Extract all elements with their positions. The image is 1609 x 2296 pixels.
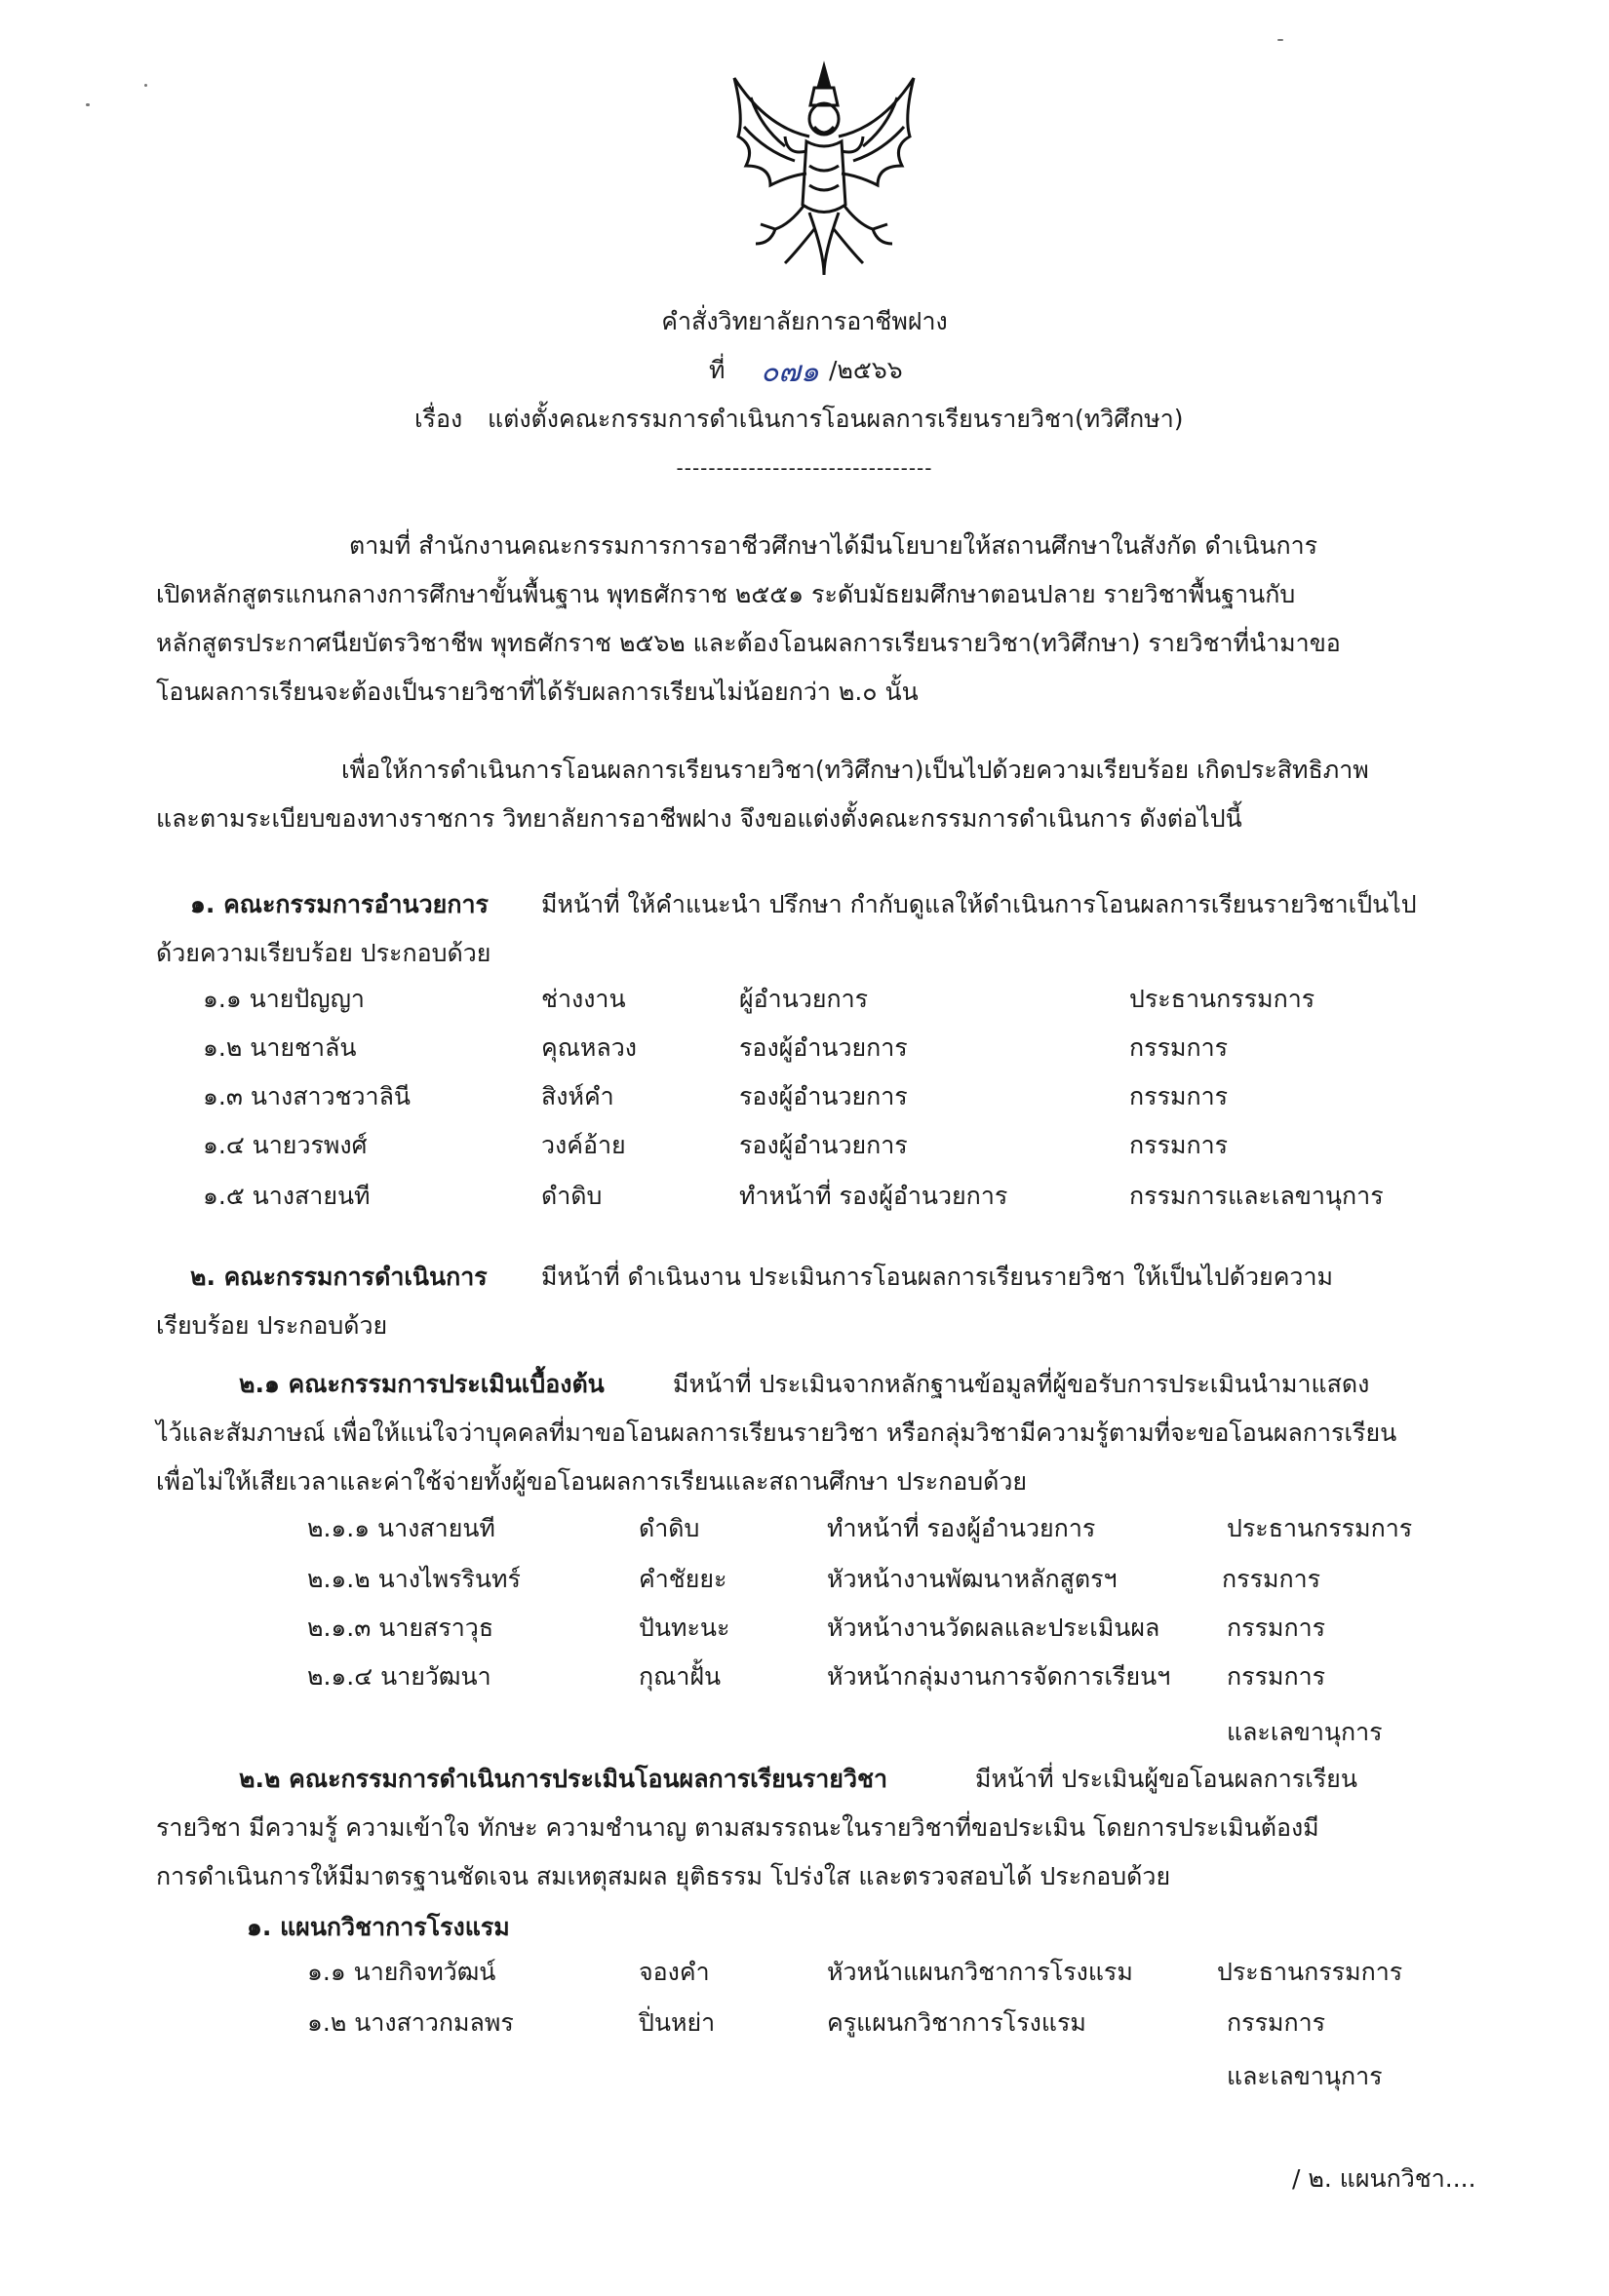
subject-label: เรื่อง bbox=[414, 405, 463, 433]
subject-text: แต่งตั้งคณะกรรมการดำเนินการโอนผลการเรียนรายวิชา(ทวิศึกษา) bbox=[488, 405, 1184, 433]
member-position: หัวหน้ากลุ่มงานการจัดการเรียนฯ bbox=[827, 1662, 1171, 1691]
member-surname: วงค์อ้าย bbox=[541, 1131, 626, 1159]
section22-text-1: มีหน้าที่ ประเมินผู้ขอโอนผลการเรียน bbox=[975, 1765, 1357, 1793]
purpose-line-2: และตามระเบียบของทางราชการ วิทยาลัยการอาชีพฝาง จึงขอแต่งตั้งคณะกรรมการดำเนินการ ดังต่อไปนี้ bbox=[156, 804, 1242, 833]
order-number-handwritten: ๐๗๑ bbox=[761, 355, 819, 389]
member-position: รองผู้อำนวยการ bbox=[739, 1033, 908, 1062]
scan-speck bbox=[1277, 39, 1283, 41]
member-name: ๑.๕ นางสายนที bbox=[203, 1182, 371, 1210]
section1-text-1: มีหน้าที่ ให้คำแนะนำ ปรึกษา กำกับดูแลให้ดำเนินการโอนผลการเรียนรายวิชาเป็นไป bbox=[541, 890, 1417, 918]
intro-line-4: โอนผลการเรียนจะต้องเป็นรายวิชาที่ได้รับผลการเรียนไม่น้อยกว่า ๒.๐ นั้น bbox=[156, 678, 919, 706]
member-role: ประธานกรรมการ bbox=[1129, 985, 1315, 1013]
order-number-year: /๒๕๖๖ bbox=[829, 356, 903, 384]
intro-line-3: หลักสูตรประกาศนียบัตรวิชาชีพ พุทธศักราช ๒๕๖๒ และต้องโอนผลการเรียนรายวิชา(ทวิศึกษา) รายวิชาที่นำมาขอ bbox=[156, 629, 1341, 657]
member-name: ๑.๓ นางสาวชวาลินี bbox=[203, 1082, 411, 1110]
order-number-prefix: ที่ bbox=[709, 356, 726, 384]
member-role: กรรมการ bbox=[1222, 1565, 1321, 1593]
member-role-continued: และเลขานุการ bbox=[1227, 1718, 1383, 1746]
committee-member-row bbox=[0, 1029, 1609, 1077]
member-surname: ดำดิบ bbox=[639, 1514, 700, 1542]
garuda-emblem bbox=[717, 58, 931, 283]
section22-text-2: รายวิชา มีความรู้ ความเข้าใจ ทักษะ ความชำนาญ ตามสมรรถนะในรายวิชาที่ขอประเมิน โดยการประเมินต้องมี bbox=[156, 1813, 1319, 1842]
order-title: คำสั่งวิทยาลัยการอาชีพฝาง bbox=[661, 307, 948, 335]
member-surname: กุณาฝั้น bbox=[639, 1662, 722, 1691]
scan-speck bbox=[86, 103, 90, 106]
member-position: หัวหน้างานพัฒนาหลักสูตรฯ bbox=[827, 1565, 1118, 1593]
intro-line-2: เปิดหลักสูตรแกนกลางการศึกษาขั้นพื้นฐาน พุทธศักราช ๒๕๕๑ ระดับมัธยมศึกษาตอนปลาย รายวิชาพื้นฐานกับ bbox=[156, 580, 1296, 608]
scan-speck bbox=[144, 84, 147, 87]
committee-member-row bbox=[0, 1657, 1609, 1706]
committee-member-row bbox=[0, 1177, 1609, 1226]
section2-heading: ๒. คณะกรรมการดำเนินการ bbox=[190, 1263, 488, 1291]
member-surname: จองคำ bbox=[639, 1958, 710, 1986]
member-name: ๑.๒ นางสาวกมลพร bbox=[307, 2008, 514, 2037]
member-name: ๒.๑.๔ นายวัฒนา bbox=[307, 1662, 491, 1691]
member-name: ๑.๔ นายวรพงศ์ bbox=[203, 1131, 368, 1159]
header-separator: -------------------------------- bbox=[676, 456, 933, 480]
member-surname: คุณหลวง bbox=[541, 1033, 637, 1062]
member-position: ครูแผนกวิชาการโรงแรม bbox=[827, 2008, 1086, 2037]
member-role: กรรมการและเลขานุการ bbox=[1129, 1182, 1384, 1210]
member-surname: ปันทะนะ bbox=[639, 1614, 730, 1642]
committee-member-row bbox=[0, 1077, 1609, 1126]
member-name: ๒.๑.๑ นางสายนที bbox=[307, 1514, 495, 1542]
member-role: กรรมการ bbox=[1129, 1082, 1229, 1110]
member-role: กรรมการ bbox=[1129, 1131, 1229, 1159]
section1-heading: ๑. คณะกรรมการอำนวยการ bbox=[190, 890, 489, 918]
committee-member-row bbox=[0, 1126, 1609, 1175]
section1-text-2: ด้วยความเรียบร้อย ประกอบด้วย bbox=[156, 939, 491, 967]
committee-member-row bbox=[0, 1953, 1609, 2002]
member-position: หัวหน้างานวัดผลและประเมินผล bbox=[827, 1614, 1160, 1642]
committee-member-row bbox=[0, 1560, 1609, 1609]
section2-text-2: เรียบร้อย ประกอบด้วย bbox=[156, 1311, 388, 1340]
section22-heading: ๒.๒ คณะกรรมการดำเนินการประเมินโอนผลการเรียนรายวิชา bbox=[239, 1765, 887, 1793]
member-surname: ปิ่นหย่า bbox=[639, 2008, 716, 2037]
member-role: ประธานกรรมการ bbox=[1227, 1514, 1413, 1542]
committee-member-row bbox=[0, 1609, 1609, 1657]
member-role: กรรมการ bbox=[1227, 2008, 1326, 2037]
member-role: กรรมการ bbox=[1129, 1033, 1229, 1062]
member-name: ๒.๑.๒ นางไพรรินทร์ bbox=[307, 1565, 521, 1593]
member-position: รองผู้อำนวยการ bbox=[739, 1131, 908, 1159]
intro-line-1: ตามที่ สำนักงานคณะกรรมการการอาชีวศึกษาได้มีนโยบายให้สถานศึกษาในสังกัด ดำเนินการ bbox=[349, 531, 1318, 560]
member-position: หัวหน้าแผนกวิชาการโรงแรม bbox=[827, 1958, 1133, 1986]
member-position: ผู้อำนวยการ bbox=[739, 985, 869, 1013]
member-role: กรรมการ bbox=[1227, 1662, 1326, 1691]
member-name: ๑.๒ นายชาลัน bbox=[203, 1033, 357, 1062]
department-heading: ๑. แผนกวิชาการโรงแรม bbox=[247, 1913, 510, 1941]
member-role: กรรมการ bbox=[1227, 1614, 1326, 1642]
member-position: ทำหน้าที่ รองผู้อำนวยการ bbox=[739, 1182, 1008, 1210]
purpose-line-1: เพื่อให้การดำเนินการโอนผลการเรียนรายวิชา(ทวิศึกษา)เป็นไปด้วยความเรียบร้อย เกิดประสิทธิภาพ bbox=[341, 756, 1369, 784]
committee-member-row bbox=[0, 1509, 1609, 1558]
member-name: ๒.๑.๓ นายสราวุธ bbox=[307, 1614, 494, 1642]
member-surname: คำชัยยะ bbox=[639, 1565, 727, 1593]
page-continuation: / ๒. แผนกวิชา.... bbox=[1292, 2164, 1476, 2193]
member-name: ๑.๑ นายปัญญา bbox=[203, 985, 365, 1013]
member-role: ประธานกรรมการ bbox=[1217, 1958, 1403, 1986]
member-surname: ช่างงาน bbox=[541, 985, 626, 1013]
member-surname: ดำดิบ bbox=[541, 1182, 603, 1210]
section2-text-1: มีหน้าที่ ดำเนินงาน ประเมินการโอนผลการเรียนรายวิชา ให้เป็นไปด้วยความ bbox=[541, 1263, 1333, 1291]
member-name: ๑.๑ นายกิจทวัฒน์ bbox=[307, 1958, 496, 1986]
section21-text-2: ไว้และสัมภาษณ์ เพื่อให้แน่ใจว่าบุคคลที่มาขอโอนผลการเรียนรายวิชา หรือกลุ่มวิชามีความรู้ตามที่จะขอโอนผลการเรียน bbox=[156, 1419, 1397, 1447]
member-position: ทำหน้าที่ รองผู้อำนวยการ bbox=[827, 1514, 1096, 1542]
section21-heading: ๒.๑ คณะกรรมการประเมินเบื้องต้น bbox=[239, 1370, 605, 1398]
section21-text-3: เพื่อไม่ให้เสียเวลาและค่าใช้จ่ายทั้งผู้ขอโอนผลการเรียนและสถานศึกษา ประกอบด้วย bbox=[156, 1467, 1028, 1496]
section21-text-1: มีหน้าที่ ประเมินจากหลักฐานข้อมูลที่ผู้ขอรับการประเมินนำมาแสดง bbox=[673, 1370, 1370, 1398]
committee-member-row bbox=[0, 980, 1609, 1029]
garuda-emblem-icon bbox=[717, 58, 931, 283]
member-position: รองผู้อำนวยการ bbox=[739, 1082, 908, 1110]
section22-text-3: การดำเนินการให้มีมาตรฐานชัดเจน สมเหตุสมผล ยุติธรรม โปร่งใส และตรวจสอบได้ ประกอบด้วย bbox=[156, 1862, 1171, 1890]
member-role-continued: และเลขานุการ bbox=[1227, 2062, 1383, 2090]
member-surname: สิงห์คำ bbox=[541, 1082, 614, 1110]
committee-member-row bbox=[0, 2004, 1609, 2052]
